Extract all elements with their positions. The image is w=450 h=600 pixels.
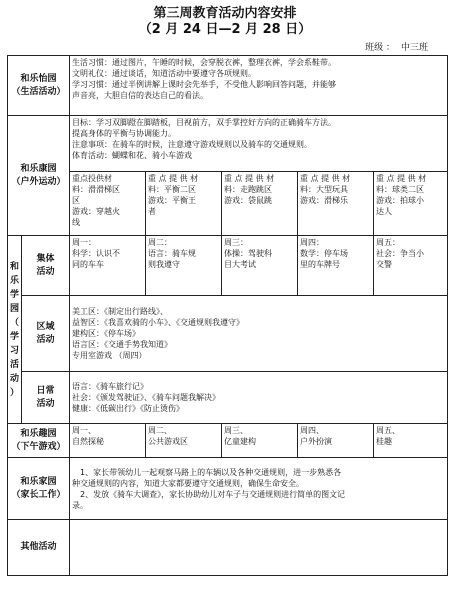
daily-activity-label: 日常 活动 <box>22 372 70 424</box>
outdoor-area-cell: 重 点 提 供 材 料：走跑跳区 游戏：袋鼠跳 <box>222 172 298 236</box>
class-info <box>365 43 428 54</box>
afternoon-row <box>8 424 448 458</box>
family-row <box>8 458 448 520</box>
group-day-cell: 周二： 语言：骑车规 则我遵守 <box>146 236 222 296</box>
group-day-cell: 周五： 社会：争当小 交警 <box>374 236 448 296</box>
page-title: 第三周教育活动内容安排 <box>153 6 297 21</box>
outdoor-area-row <box>8 172 448 236</box>
learning-label: 和 乐 学 园 （ 学 习 活 动 ） <box>8 236 22 424</box>
schedule-table <box>7 55 448 576</box>
afternoon-label: 和乐趣园 （下午游戏） <box>8 424 70 458</box>
other-row <box>8 520 448 576</box>
area-activity-content: 美工区：《制定出行路线》、 益智区：《我喜欢骑的小车》、《交通规则我遵守》 建构区：《停车场》 语言区：《交通手势我知道》 专用室游戏 （周四） <box>70 296 448 372</box>
afternoon-day-cell: 周五、 桂趣 <box>374 424 448 458</box>
daily-activity-row <box>8 372 448 424</box>
outdoor-content: 目标：学习双脚蹬在脚踏板，目视前方，双手掌控好方向的正确骑车方法。 提高身体的平衡与协调能力。 注意事项：在骑车的时候，注意遵守游戏规则以及骑车的交通规则。 体育活动：蝴蝶和花、骑小车游戏 <box>70 116 448 172</box>
group-day-cell: 周一： 科学：认识不 同的车车 <box>70 236 146 296</box>
afternoon-day-cell: 周四、 户外扮演 <box>298 424 374 458</box>
outdoor-area-cell: 重 点 提 供 材 料：球类二区 游戏：拍球小 达人 <box>374 172 448 236</box>
outdoor-row <box>8 116 448 172</box>
outdoor-area-cell: 重 点 提 供 材 料：平衡二区 游戏：平衡王 者 <box>146 172 222 236</box>
group-day-cell: 周三： 体操：驾驶科 目大考试 <box>222 236 298 296</box>
outdoor-label: 和乐康园 （户外运动） <box>8 116 70 236</box>
life-row <box>8 56 448 116</box>
afternoon-day-cell: 周二、 公共游戏区 <box>146 424 222 458</box>
family-content: 1、家长带领幼儿一起观察马路上的车辆以及各种交通规则，进一步熟悉各 种交通规则的内容，知道大家都要遵守交通规则，确保生命安全。 2、发放《骑车大调查》，家长协助幼儿对车子与交通规则进行简单的图文记 录。 <box>70 458 448 520</box>
group-activity-row <box>8 236 448 296</box>
page-subtitle: （2 月 24 日—2 月 28 日） <box>138 22 312 37</box>
outdoor-area-cell: 重 点 提 供 材 料：大型玩具 游戏：滑梯乐 <box>298 172 374 236</box>
other-label: 其他活动 <box>8 520 70 576</box>
area-activity-row <box>8 296 448 372</box>
other-content <box>70 520 448 576</box>
class-value: 中三班 <box>400 43 428 53</box>
outdoor-area-cell: 重点投供材 料：滑滑梯区 区 游戏：穿越火 线 <box>70 172 146 236</box>
afternoon-day-cell: 周三、 亿童建构 <box>222 424 298 458</box>
class-label: 班级 ： <box>365 43 395 53</box>
group-activity-label: 集体 活动 <box>22 236 70 296</box>
daily-activity-content: 语言：《骑车旅行记》 社会：《颁发驾驶证》、《骑车问题我解决》 健康：《低碳出行》《防止烫伤》 <box>70 372 448 424</box>
family-label: 和乐家园 （家长工作） <box>8 458 70 520</box>
group-day-cell: 周四： 数学：停车场 里的车牌号 <box>298 236 374 296</box>
life-content: 生活习惯：通过图片，午睡的时候，会穿脱衣裤，整理衣裤，学会系鞋带。 文明礼仪：通过谈话，知道活动中要遵守各项规则。 学习习惯：通过半例讲解上课时会先举手，不受他人影响回答问题，并能够 声音亮，大胆自信的表达自己的看法。 <box>70 56 448 116</box>
life-label: 和乐怡园 （生活活动） <box>8 56 70 116</box>
afternoon-day-cell: 周一、 自然探秘 <box>70 424 146 458</box>
area-activity-label: 区域 活动 <box>22 296 70 372</box>
